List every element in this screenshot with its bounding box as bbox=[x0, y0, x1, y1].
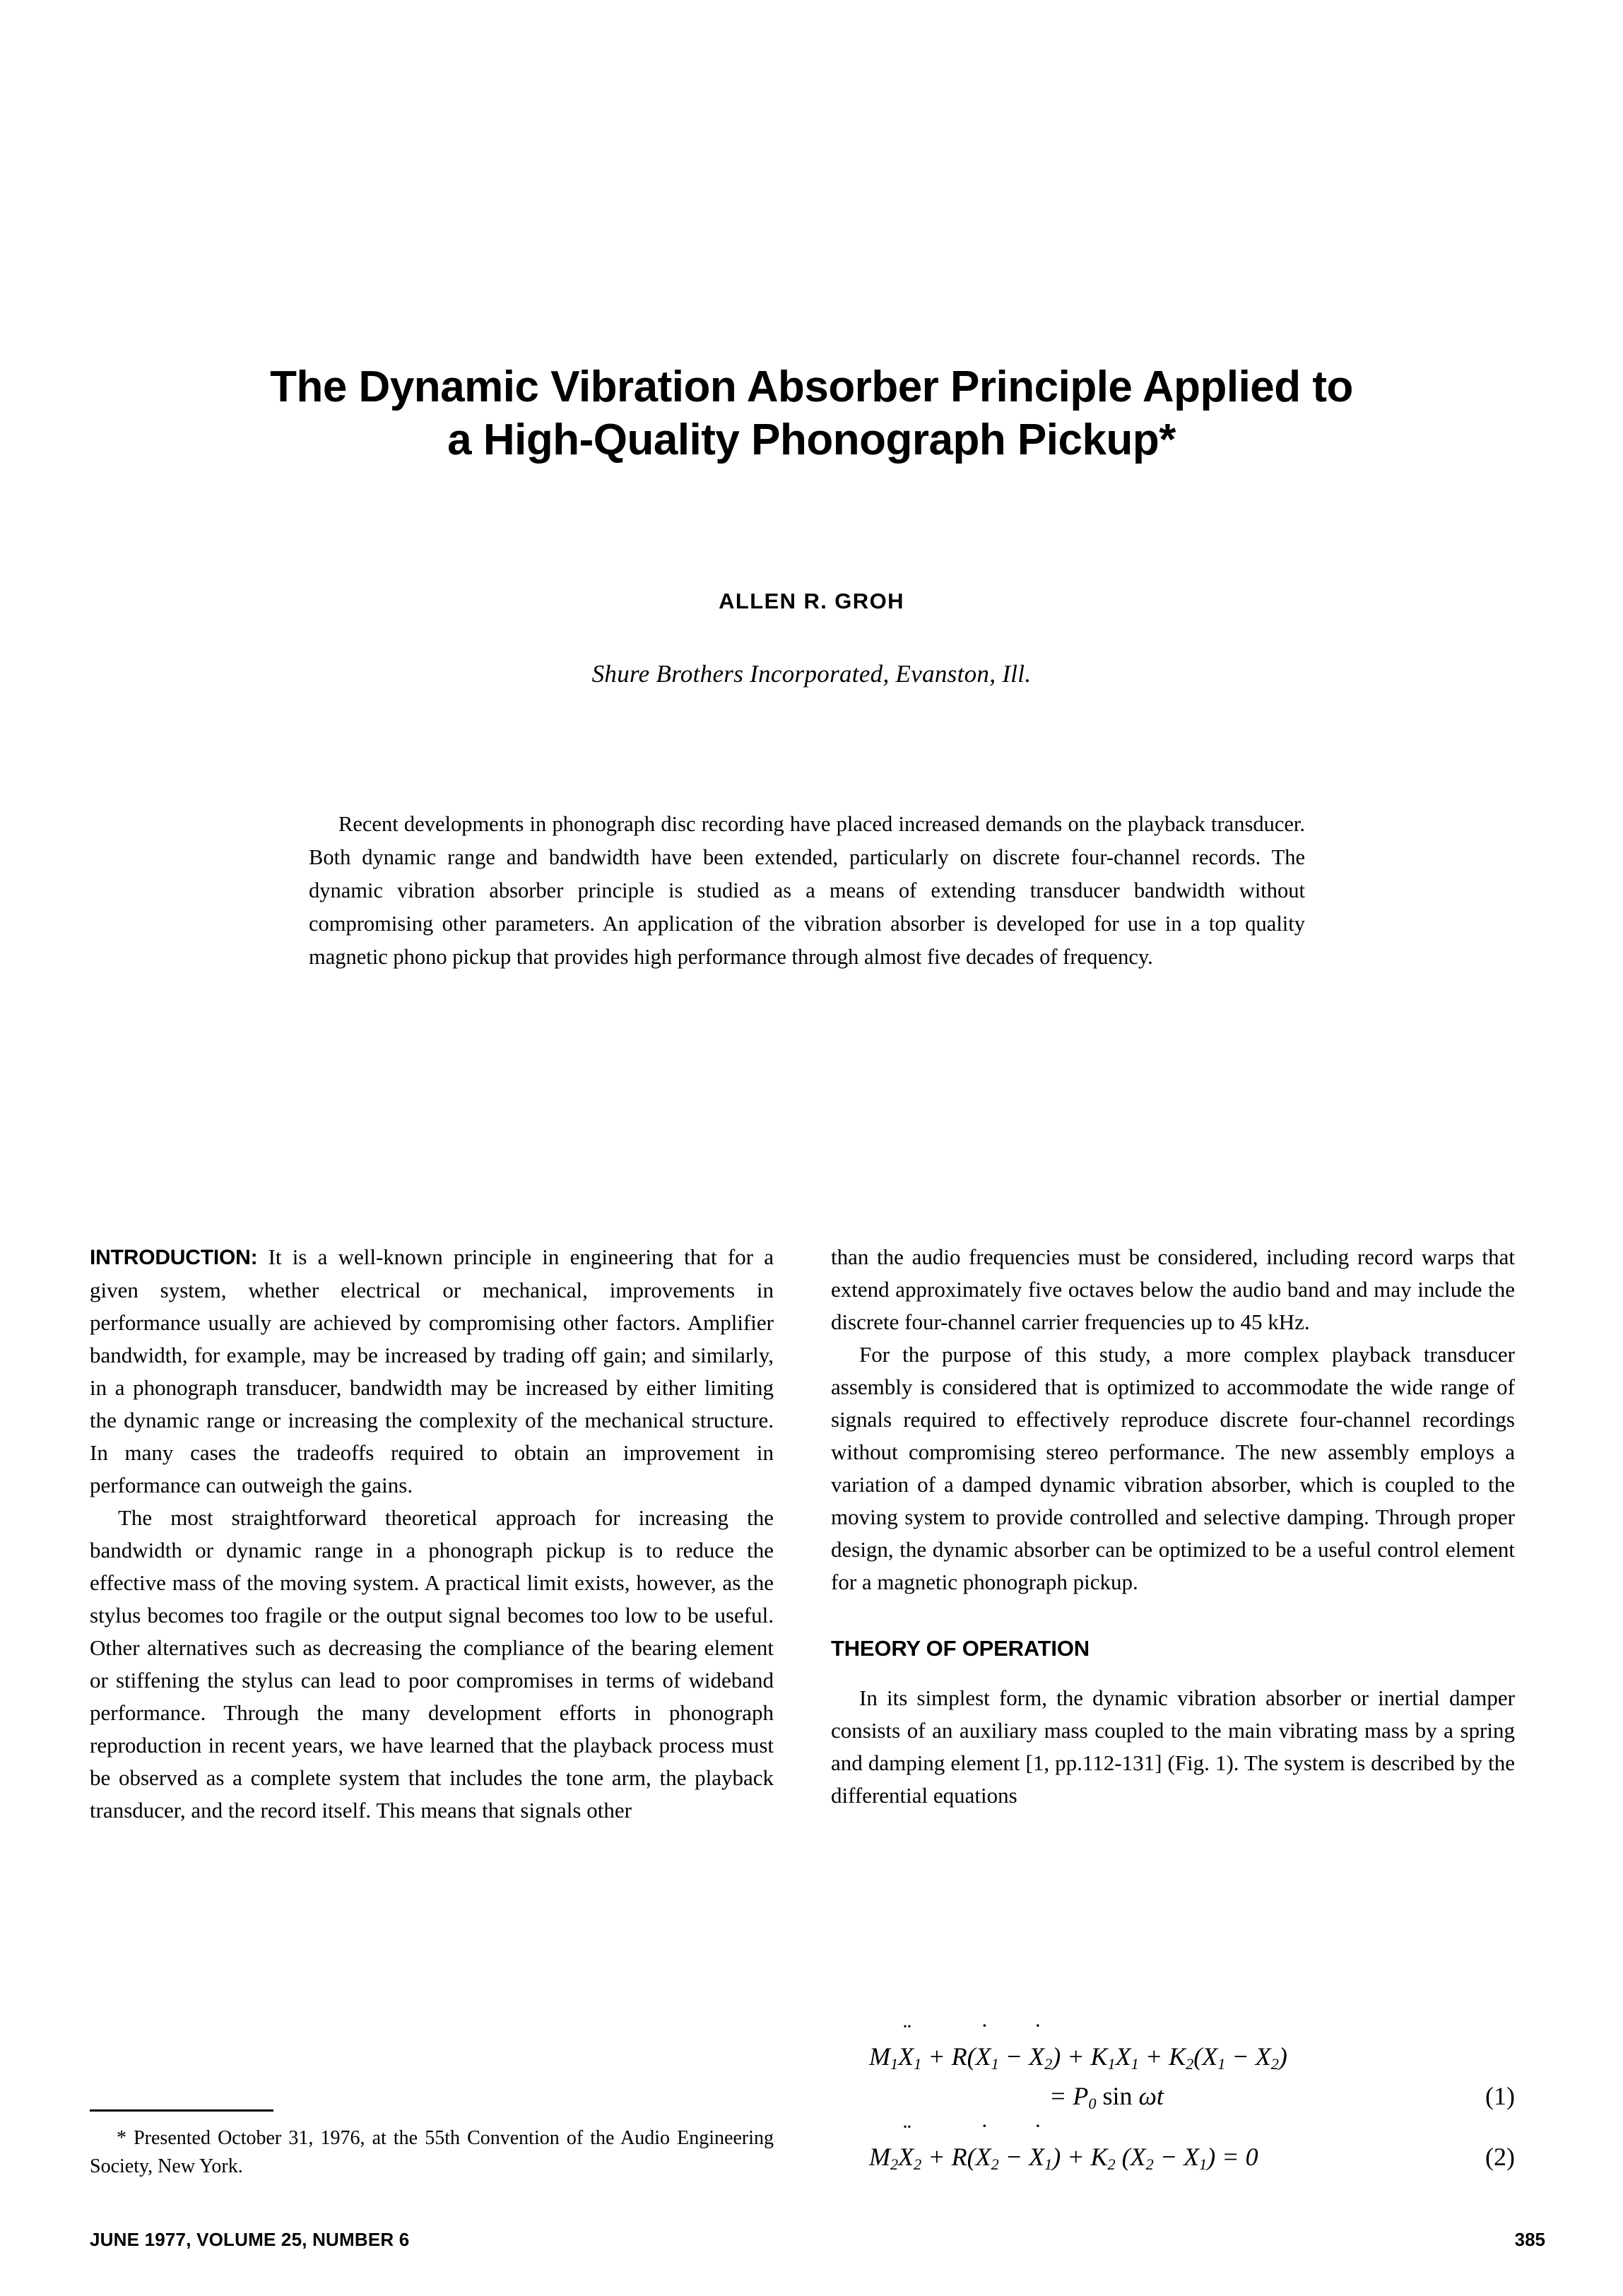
introduction-body: It is a well-known principle in engineering that for a given system, whether electrical or mechanical, improvements in performance usually are achieved by compromising other factors. Amplifier bandwidth, for example, may be increased by trading off gain; and similarly, in a phonograph transducer, bandwidth may be increased by either limiting the dynamic range or increasing the complexity of the mechanical structure. In many cases the tradeoffs required to obtain an improvement in performance can outweigh the gains. bbox=[90, 1244, 774, 1497]
equation-2: $M_2X$ ¨ $_2$ + R(X ˙ $_2$ − X ˙ $_1) + K_2$ $(X_2 - X_1) = 0$ bbox=[869, 2119, 1258, 2174]
equation-1-line-2: = $P_0$ sin ωt bbox=[1049, 2082, 1164, 2113]
right-column bbox=[831, 1241, 1515, 1813]
equation-2-number: (2) bbox=[1485, 2143, 1515, 2171]
footer-issue-info: JUNE 1977, VOLUME 25, NUMBER 6 bbox=[90, 2229, 410, 2250]
title-line-2: a High-Quality Phonograph Pickup* bbox=[447, 416, 1176, 465]
equation-1-line-1: $M_1X$ ¨ $_1$ + R(X ˙ $_1$ − X ˙ $_2) + K_1X_1 + K_2(X_1 - X_2)$ bbox=[869, 2019, 1287, 2073]
equation-1-number: (1) bbox=[1485, 2082, 1515, 2110]
equation-1-line-1-row bbox=[831, 2019, 1515, 2081]
footnote-text: * Presented October 31, 1976, at the 55th Convention of the Audio Engineering Society, New York. bbox=[90, 2127, 774, 2177]
equation-block bbox=[831, 2019, 1515, 2182]
footer-page-number: 385 bbox=[1514, 2229, 1545, 2250]
title-line-1: The Dynamic Vibration Absorber Principle Applied to bbox=[270, 362, 1353, 411]
theory-of-operation-heading: THEORY OF OPERATION bbox=[831, 1636, 1090, 1661]
page-title bbox=[71, 360, 1552, 467]
right-paragraph-2: For the purpose of this study, a more complex playback transducer assembly is considered that is optimized to accommodate the wide range of signals required to effectively reproduce discrete four-channel recordings without compromising stereo performance. The new assembly employs a variation of a damped dynamic vibration absorber, which is coupled to the moving system to provide controlled and selective damping. Through proper design, the dynamic absorber can be optimized to be a useful control element for a magnetic phonograph pickup. bbox=[831, 1342, 1515, 1595]
author-affiliation: Shure Brothers Incorporated, Evanston, Ill. bbox=[591, 660, 1032, 688]
introduction-paragraph bbox=[90, 1241, 774, 1502]
right-paragraph-1: than the audio frequencies must be considered, including record warps that extend approximately five octaves below the audio band and may include the discrete four-channel carrier frequencies up to 45 kHz. bbox=[831, 1244, 1515, 1335]
equation-2-row bbox=[831, 2119, 1515, 2182]
equation-1-line-2-row bbox=[831, 2081, 1515, 2121]
left-paragraph-2: The most straightforward theoretical approach for increasing the bandwidth or dynamic range in a phonograph pickup is to reduce the effective mass of the moving system. A practical limit exists, however, as the stylus becomes too fragile or the output signal becomes too low to be useful. Other alternatives such as decreasing the compliance of the bearing element or stiffening the stylus can lead to poor compromises in terms of wideband performance. Through the many development efforts in phonograph reproduction in recent years, we have learned that the playback process must be observed as a complete system that includes the tone arm, the playback transducer, and the record itself. This means that signals other bbox=[90, 1505, 774, 1823]
abstract: Recent developments in phonograph disc recording have placed increased demands on the playback transducer. Both dynamic range and bandwidth have been extended, particularly on discrete four-channel records. The dynamic vibration absorber principle is studied as a means of extending transducer bandwidth without compromising other parameters. An application of the vibration absorber is developed for use in a top quality magnetic phono pickup that provides high performance through almost five decades of frequency. bbox=[309, 812, 1305, 969]
author-name: ALLEN R. GROH bbox=[719, 589, 904, 613]
left-column bbox=[90, 1241, 774, 1827]
introduction-heading: INTRODUCTION: bbox=[90, 1246, 258, 1269]
footnote-divider bbox=[90, 2109, 273, 2112]
footnote bbox=[90, 2109, 774, 2181]
right-paragraph-3: In its simplest form, the dynamic vibration absorber or inertial damper consists of an auxiliary mass coupled to the main vibrating mass by a spring and damping element [1, pp.112-131] (Fig. 1). The system is described by the differential equations bbox=[831, 1685, 1515, 1808]
